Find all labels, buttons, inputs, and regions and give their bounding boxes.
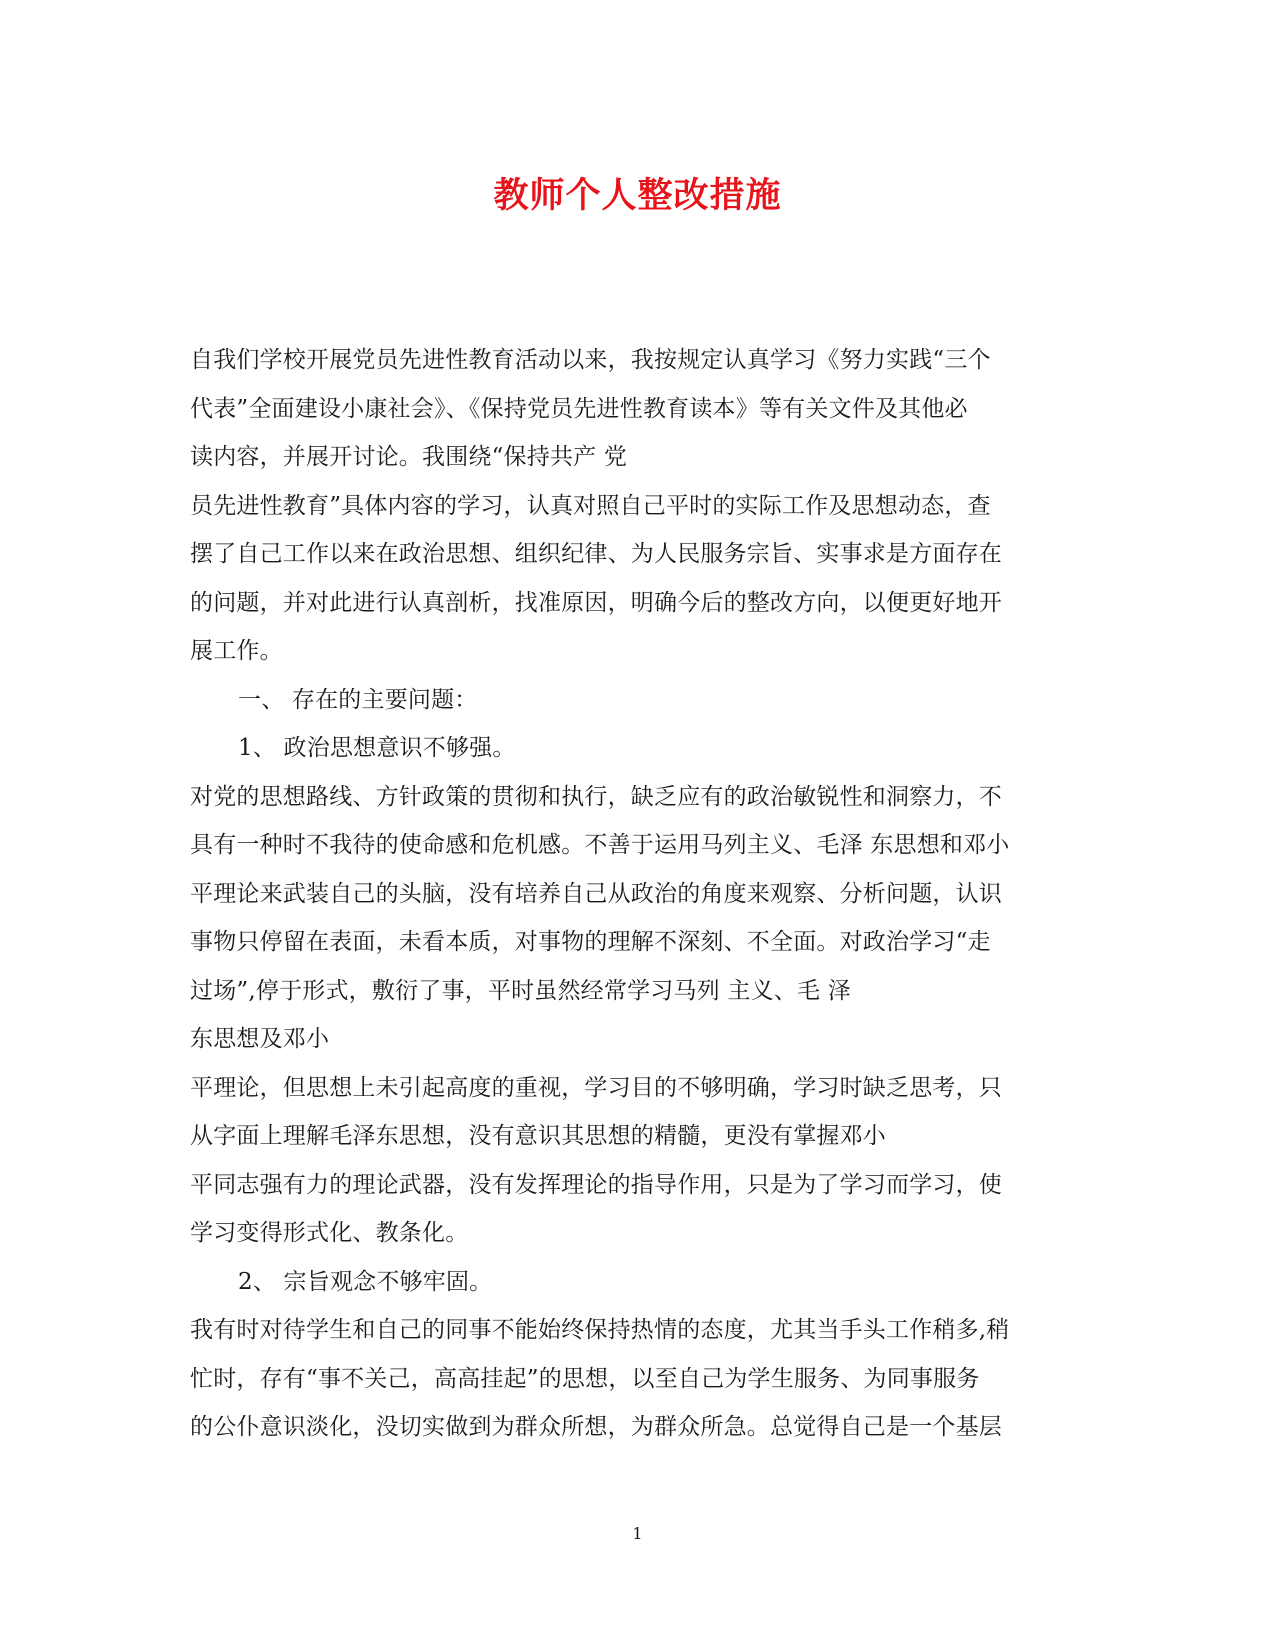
body-line: 从字面上理解毛泽东思想，没有意识其思想的精髓，更没有掌握邓小 xyxy=(190,1123,886,1149)
body-line: 摆了自己工作以来在政治思想、组织纪律、为人民服务宗旨、实事求是方面存在 xyxy=(190,541,1002,567)
body-line: 具有一种时不我待的使命感和危机感。不善于运用马列主义、毛泽 东思想和邓小 xyxy=(190,832,1010,858)
body-line: 员先进性教育”具体内容的学习，认真对照自己平时的实际工作及思想动态，查 xyxy=(190,492,991,519)
body-line: 展工作。 xyxy=(190,638,283,664)
document-title: 教师个人整改措施 xyxy=(493,175,782,216)
body-line: 平理论来武装自己的头脑，没有培养自己从政治的角度来观察、分析问题，认识 xyxy=(190,880,1002,907)
body-line: 读内容，并展开讨论。我围绕“保持共产 党 xyxy=(190,444,628,470)
body-line: 平理论，但思想上未引起高度的重视，学习目的不够明确，学习时缺乏思考，只 xyxy=(190,1074,1002,1101)
body-line: 事物只停留在表面，未看本质，对事物的理解不深刻、不全面。对政治学习“走 xyxy=(190,929,991,955)
body-line: 东思想及邓小 xyxy=(190,1026,330,1052)
section-heading: 一、 存在的主要问题： xyxy=(238,686,478,713)
subsection-heading: 2、 宗旨观念不够牢固。 xyxy=(238,1268,493,1295)
body-line: 我有时对待学生和自己的同事不能始终保持热情的态度，尤其当手头工作稍多,稍 xyxy=(190,1317,1010,1343)
body-line: 忙时，存有“事不关己，高高挂起”的思想，以至自己为学生服务、为同事服务 xyxy=(190,1365,980,1392)
body-line: 自我们学校开展党员先进性教育活动以来，我按规定认真学习《努力实践“三个 xyxy=(190,347,991,373)
body-line: 学习变得形式化、教条化。 xyxy=(190,1220,469,1246)
subsection-heading: 1、 政治思想意识不够强。 xyxy=(238,735,516,761)
page-number: 1 xyxy=(632,1524,643,1543)
body-line: 平同志强有力的理论武器，没有发挥理论的指导作用，只是为了学习而学习，使 xyxy=(190,1171,1002,1198)
body-line: 对党的思想路线、方针政策的贯彻和执行，缺乏应有的政治敏锐性和洞察力，不 xyxy=(190,783,1002,810)
body-line: 代表”全面建设小康社会》、《保持党员先进性教育读本》等有关文件及其他必 xyxy=(190,395,968,422)
document-body xyxy=(190,336,1075,1452)
body-line: 的公仆意识淡化，没切实做到为群众所想，为群众所急。总觉得自己是一个基层 xyxy=(190,1414,1002,1440)
body-line: 的问题，并对此进行认真剖析，找准原因，明确今后的整改方向，以便更好地开 xyxy=(190,589,1002,616)
body-line: 过场”,停于形式，敷衍了事，平时虽然经常学习马列 主义、毛 泽 xyxy=(190,977,851,1004)
